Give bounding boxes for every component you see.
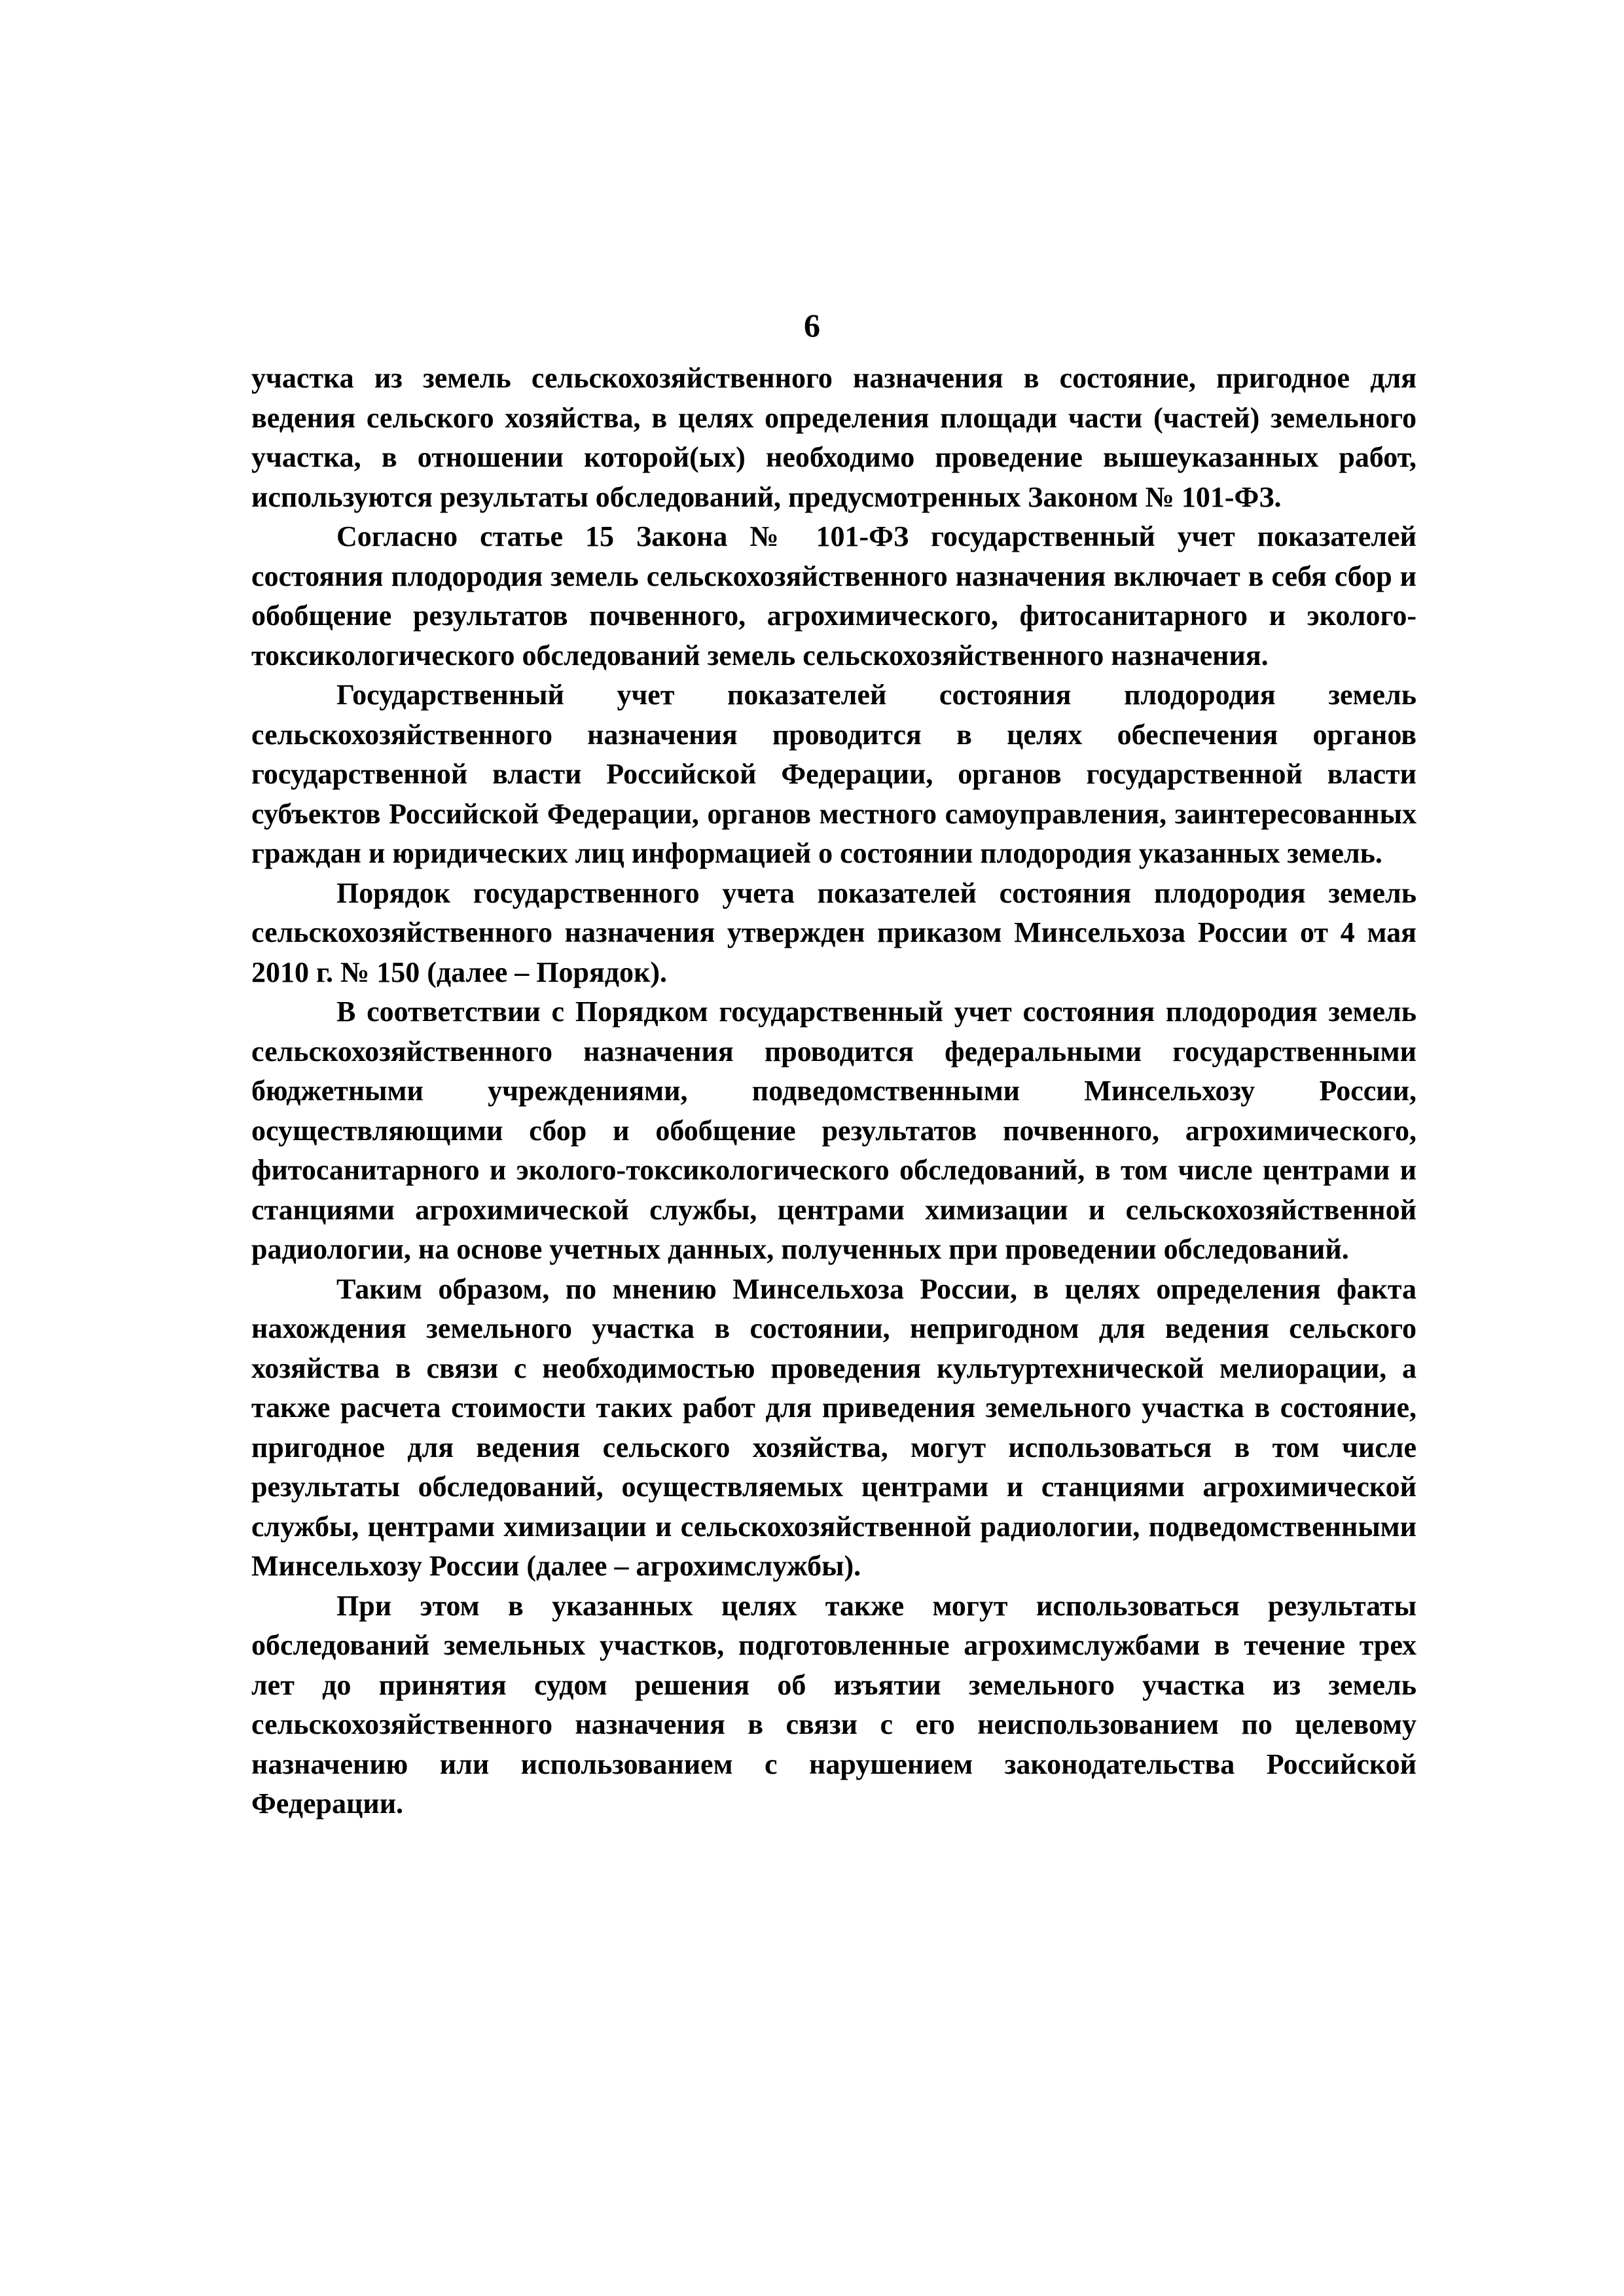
paragraph-4: Порядок государственного учета показателей состояния плодородия земель сельскохозяйственного назначения утвержден приказом Минсельхоза России от 4 мая 2010 г. № 150 (далее – Порядок). [251, 876, 1416, 988]
paragraph-7: При этом в указанных целях также могут использоваться результаты обследований земельных участков, подготовленные агрохимслужбами в течение трех лет до принятия судом решения об изъятии земельного участка из земель сельскохозяйственного назначения в связи с его неиспользованием по целевому назначению или использованием с нарушением законодательства Российской Федерации. [251, 1589, 1416, 1820]
paragraph-6: Таким образом, по мнению Минсельхоза России, в целях определения факта нахождения земельного участка в состоянии, непригодном для ведения сельского хозяйства в связи с необходимостью проведения культуртехнической мелиорации, а также расчета стоимости таких работ для приведения земельного участка в состояние, пригодное для ведения сельского хозяйства, могут использоваться в том числе результаты обследований, осуществляемых центрами и станциями агрохимической службы, центрами химизации и сельскохозяйственной радиологии, подведомственными Минсельхозу России (далее – агрохимслужбы). [251, 1272, 1416, 1582]
paragraph-1: участка из земель сельскохозяйственного назначения в состояние, пригодное для ведения сельского хозяйства, в целях определения площади части (частей) земельного участка, в отношении которой(ых) необходимо проведение вышеуказанных работ, используются результаты обследований, предусмотренных Законом № 101-ФЗ. [251, 362, 1416, 513]
document-body [251, 359, 1416, 1824]
page-number: 6 [804, 307, 820, 344]
paragraph-5: В соответствии с Порядком государственный учет состояния плодородия земель сельскохозяйственного назначения проводится федеральными государственными бюджетными учреждениями, подведомственными Минсельхозу России, осуществляющими сбор и обобщение результатов почвенного, агрохимического, фитосанитарного и эколого-токсикологического обследований, в том числе центрами и станциями агрохимической службы, центрами химизации и сельскохозяйственной радиологии, на основе учетных данных, полученных при проведении обследований. [251, 996, 1416, 1265]
paragraph-3: Государственный учет показателей состояния плодородия земель сельскохозяйственного назначения проводится в целях обеспечения органов государственной власти Российской Федерации, органов государственной власти субъектов Российской Федерации, органов местного самоуправления, заинтересованных граждан и юридических лиц информацией о состоянии плодородия указанных земель. [251, 679, 1416, 869]
paragraph-2: Согласно статье 15 Закона № 101-ФЗ государственный учет показателей состояния плодородия земель сельскохозяйственного назначения включает в себя сбор и обобщение результатов почвенного, агрохимического, фитосанитарного и эколого-токсикологического обследований земель сельскохозяйственного назначения. [251, 520, 1416, 672]
